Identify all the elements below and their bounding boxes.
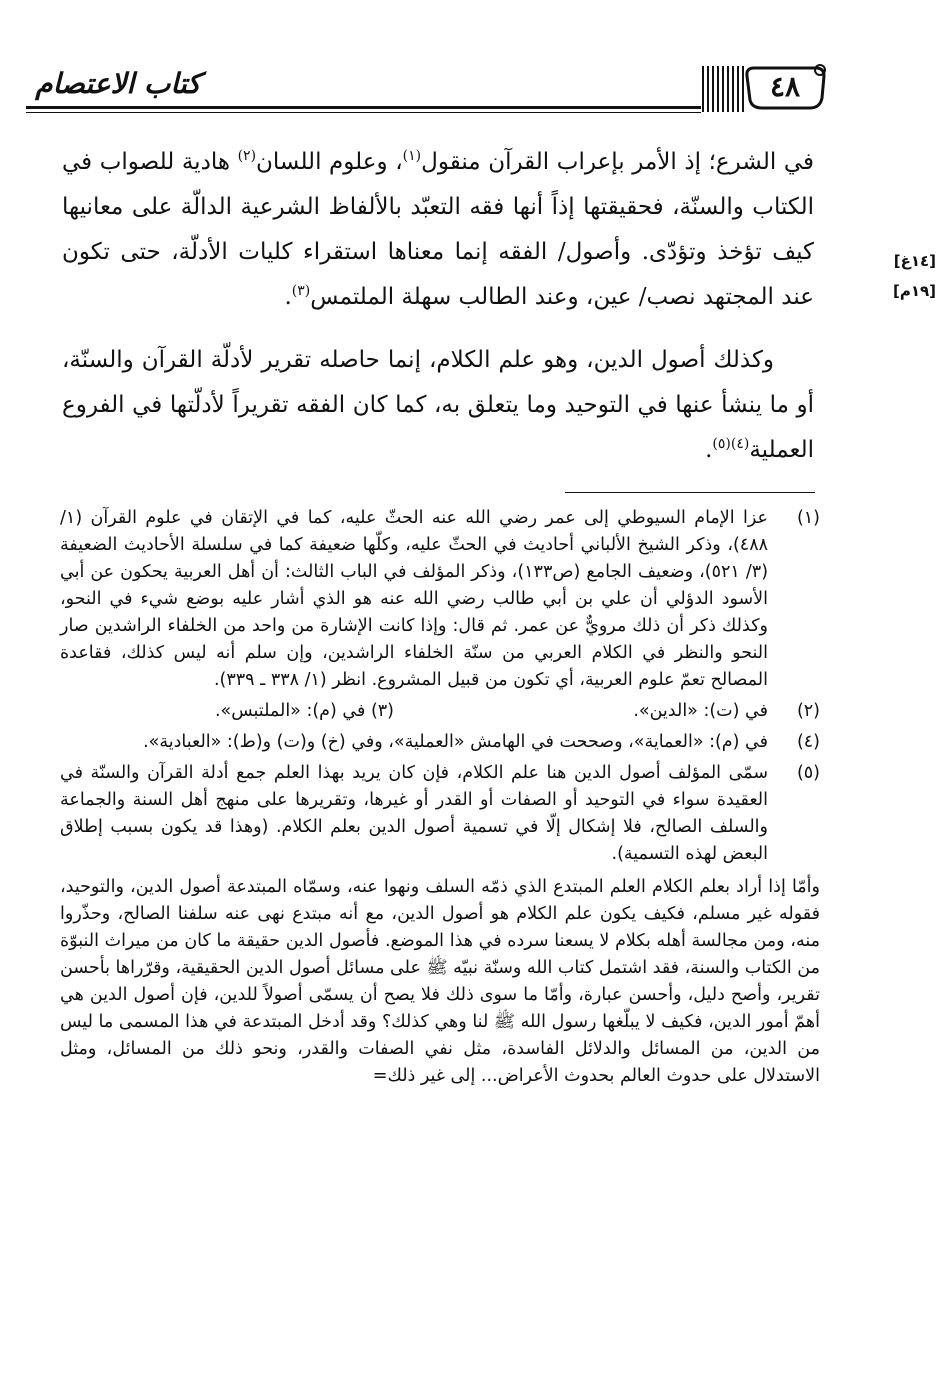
para1-part3: هادية للصواب في الكتاب والسنّة، فحقيقتها إذاً أنها فقه التعبّد بالألفاظ الشرعية الدالّة على معانيها كيف تؤخذ وتؤدّى. وأصول/ الفقه إنما معناها استقراء كليات الأدلّة، حتى تكون عند المجتهد نصب/ عين، وعند الطالب سهلة الملتمس [62,149,814,310]
footnote-3 [60,698,434,725]
para2-end: . [705,437,713,463]
page-number: ٤٨ [769,70,801,103]
footnote-4 [60,729,820,756]
footnote-separator [565,492,815,493]
paragraph-1 [62,140,814,320]
footnote-text: في (م): «العماية»، وصححت في الهامش «العملية»، وفي (خ) و(ت) و(ط): «العبادية». [143,732,768,752]
footnote-number: (٥) [796,763,820,783]
footnotes [60,505,820,1090]
margin-note-ms-m: [١٩م] [892,282,936,300]
para1-part1: في الشرع؛ إذ الأمر بإعراب القرآن منقول [421,149,814,175]
main-text [62,140,814,473]
footnote-ref-4-5[interactable]: (٤)(٥) [712,436,750,452]
footnote-number: (٢) [796,701,820,721]
footnote-number: (١) [796,508,820,528]
footnote-1 [60,505,820,694]
paragraph-2 [62,338,814,473]
footnote-ref-2[interactable]: (٢) [237,148,257,164]
footnote-2-3 [60,698,820,725]
footnote-ref-3[interactable]: (٣) [291,283,311,299]
para1-part2: ، وعلوم اللسان [256,149,403,175]
footnote-5 [60,760,820,868]
footnote-text: في (م): «الملتبس». [214,701,366,721]
para2-part1: وكذلك أصول الدين، وهو علم الكلام، إنما حاصله تقرير لأدلّة القرآن والسنّة، أو ما ينشأ عنها في التوحيد وما يتعلق به، كما كان الفقه تقريراً لأدلّتها في الفروع العملية [62,347,814,463]
page-number-badge [744,62,826,112]
footnote-text: عزا الإمام السيوطي إلى عمر رضي الله عنه الحثّ عليه، كما في الإتقان في علوم القرآن (١/ ٤٨٨)، وذكر الشيخ الألباني أحاديث في الحثّ عليه، وكلّها ضعيفة كما في سلسلة الأحاديث الضعيفة (٣/ ٥٢١)، وضعيف الجامع (ص١٣٣)، وذكر المؤلف في الباب الثالث: أن أهل العربية يحكون عن أبي الأسود الدؤلي أن علي بن أبي طالب رضي الله عنه هو الذي أشار عليه بوضع شيء في النحو، وكذلك ذكر أن ذلك مرويٌّ عن عمر. ثم قال: وإذا كانت الإشارة من واحد من الخلفاء الراشدين صار النحو والنظر في الكلام العربي من سنّة الخلفاء الراشدين، وإن سلم أنه ليس كذلك، فقاعدة المصالح تعمّ علوم العربية، أي تكون من قبيل المشروع. انظر (١/ ٣٣٨ ـ ٣٣٩). [60,508,769,690]
para1-end: . [284,284,292,310]
footnote-5-continuation: وأمّا إذا أراد بعلم الكلام العلم المبتدع الذي ذمّه السلف ونهوا عنه، وسمّاه المبتدعة أصول الدين، والتوحيد، فقوله غير مسلم، فكيف يكون علم الكلام هو أصول الدين، مع أنه مبتدع نهى عنه سلفنا الصالح، وحذّروا منه، ومن مجالسة أهله بكلام لا يسعنا سرده في هذا الموضع. فأصول الدين حقيقة ما كان من ميراث النبوّة من الكتاب والسنة، فقد اشتمل كتاب الله وسنّة نبيّه ﷺ على مسائل أصول الدين الحقيقية، وقرّراها بأحسن تقرير، وأصح دليل، وأحسن عبارة، وأمّا ما سوى ذلك فلا يصح أن يسمّى أصولاً للدين، فإن أصول الدين هي أهمّ أمور الدين، فكيف لا يبلّغها رسول الله ﷺ لنا وهي كذلك؟ وقد أدخل المبتدعة في هذا المسمى ما ليس من الدين، من المسائل والدلائل الفاسدة، مثل نفي الصفات والقدر، ونحو ذلك من المسائل، ومثل الاستدلال على حدوث العالم بحدوث الأعراض... إلى غير ذلك= [60,877,820,1086]
footnote-number: (٤) [796,732,820,752]
footnote-row [60,698,820,725]
header-rule [26,106,701,109]
footnote-ref-1[interactable]: (١) [402,148,422,164]
header-ornament-bars [700,66,746,114]
footnote-text: سمّى المؤلف أصول الدين هنا علم الكلام، فإن كان يريد بهذا العلم جمع أدلة القرآن والسنّة في العقيدة سواء في التوحيد أو الصفات أو القدر أو غيرها، وتقريرها على منهج أهل السنة والجماعة والسلف الصالح، فلا إشكال إلّا في تسمية أصول الدين بعلم الكلام. (وهذا قد يكون بسبب إطلاق البعض لهذه التسمية). [60,763,768,864]
footnote-number: (٣) [370,701,394,721]
footnote-text: في (ت): «الدين». [633,701,768,721]
header-rule-thin [26,112,701,113]
footnote-2 [434,698,820,725]
margin-note-ms-gh: [١٤غ] [893,252,936,270]
running-header-title: كتاب الاعتصام [35,67,201,100]
